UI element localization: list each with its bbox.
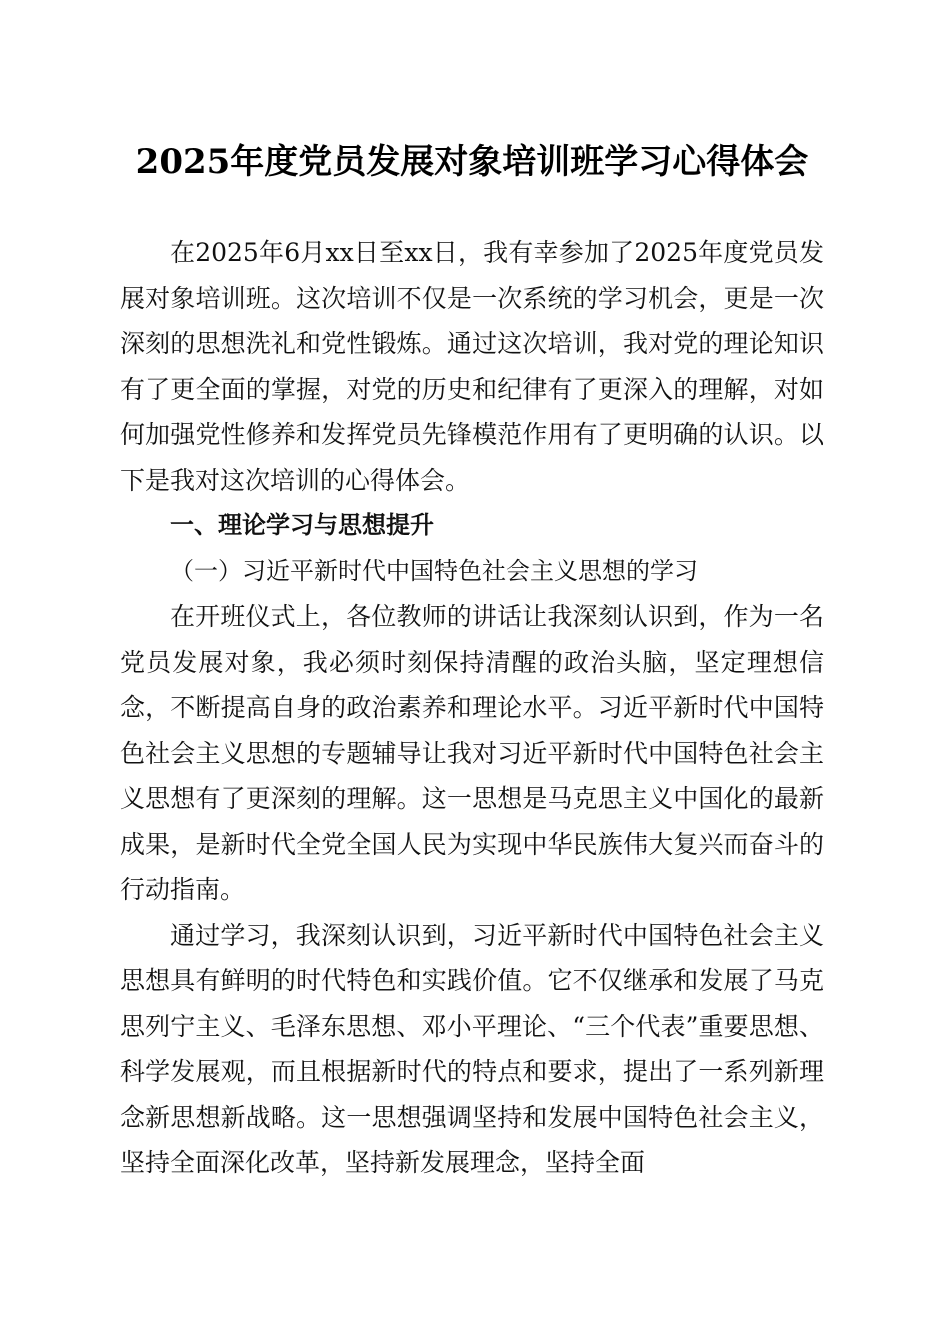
intro-paragraph: 在2025年6月xx日至xx日，我有幸参加了2025年度党员发展对象培训班。这次培训不仅是一次系统的学习机会，更是一次深刻的思想洗礼和党性锻炼。通过这次培训，我对党的理论知识有了更全面的掌握，对党的历史和纪律有了更深入的理解，对如何加强党性修养和发挥党员先锋模范作用有了更明确的认识。以下是我对这次培训的心得体会。 xyxy=(120,238,824,495)
section-heading: 一、理论学习与思想提升 xyxy=(170,511,434,539)
body-paragraph: 通过学习，我深刻认识到，习近平新时代中国特色社会主义思想具有鲜明的时代特色和实践价值。它不仅继承和发展了马克思列宁主义、毛泽东思想、邓小平理论、“三个代表”重要思想、科学发展观，而且根据新时代的特点和要求，提出了一系列新理念新思想新战略。这一思想强调坚持和发展中国特色社会主义，坚持全面深化改革，坚持新发展理念，坚持全面 xyxy=(120,920,824,1177)
body-paragraph: 在开班仪式上，各位教师的讲话让我深刻认识到，作为一名党员发展对象，我必须时刻保持清醒的政治头脑，坚定理想信念，不断提高自身的政治素养和理论水平。习近平新时代中国特色社会主义思想的专题辅导让我对习近平新时代中国特色社会主义思想有了更深刻的理解。这一思想是马克思主义中国化的最新成果，是新时代全党全国人民为实现中华民族伟大复兴而奋斗的行动指南。 xyxy=(120,602,824,904)
document-title: 2025年度党员发展对象培训班学习心得体会 xyxy=(135,142,809,182)
document-body xyxy=(120,230,824,1186)
subsection-heading: （一）习近平新时代中国特色社会主义思想的学习 xyxy=(170,556,698,585)
